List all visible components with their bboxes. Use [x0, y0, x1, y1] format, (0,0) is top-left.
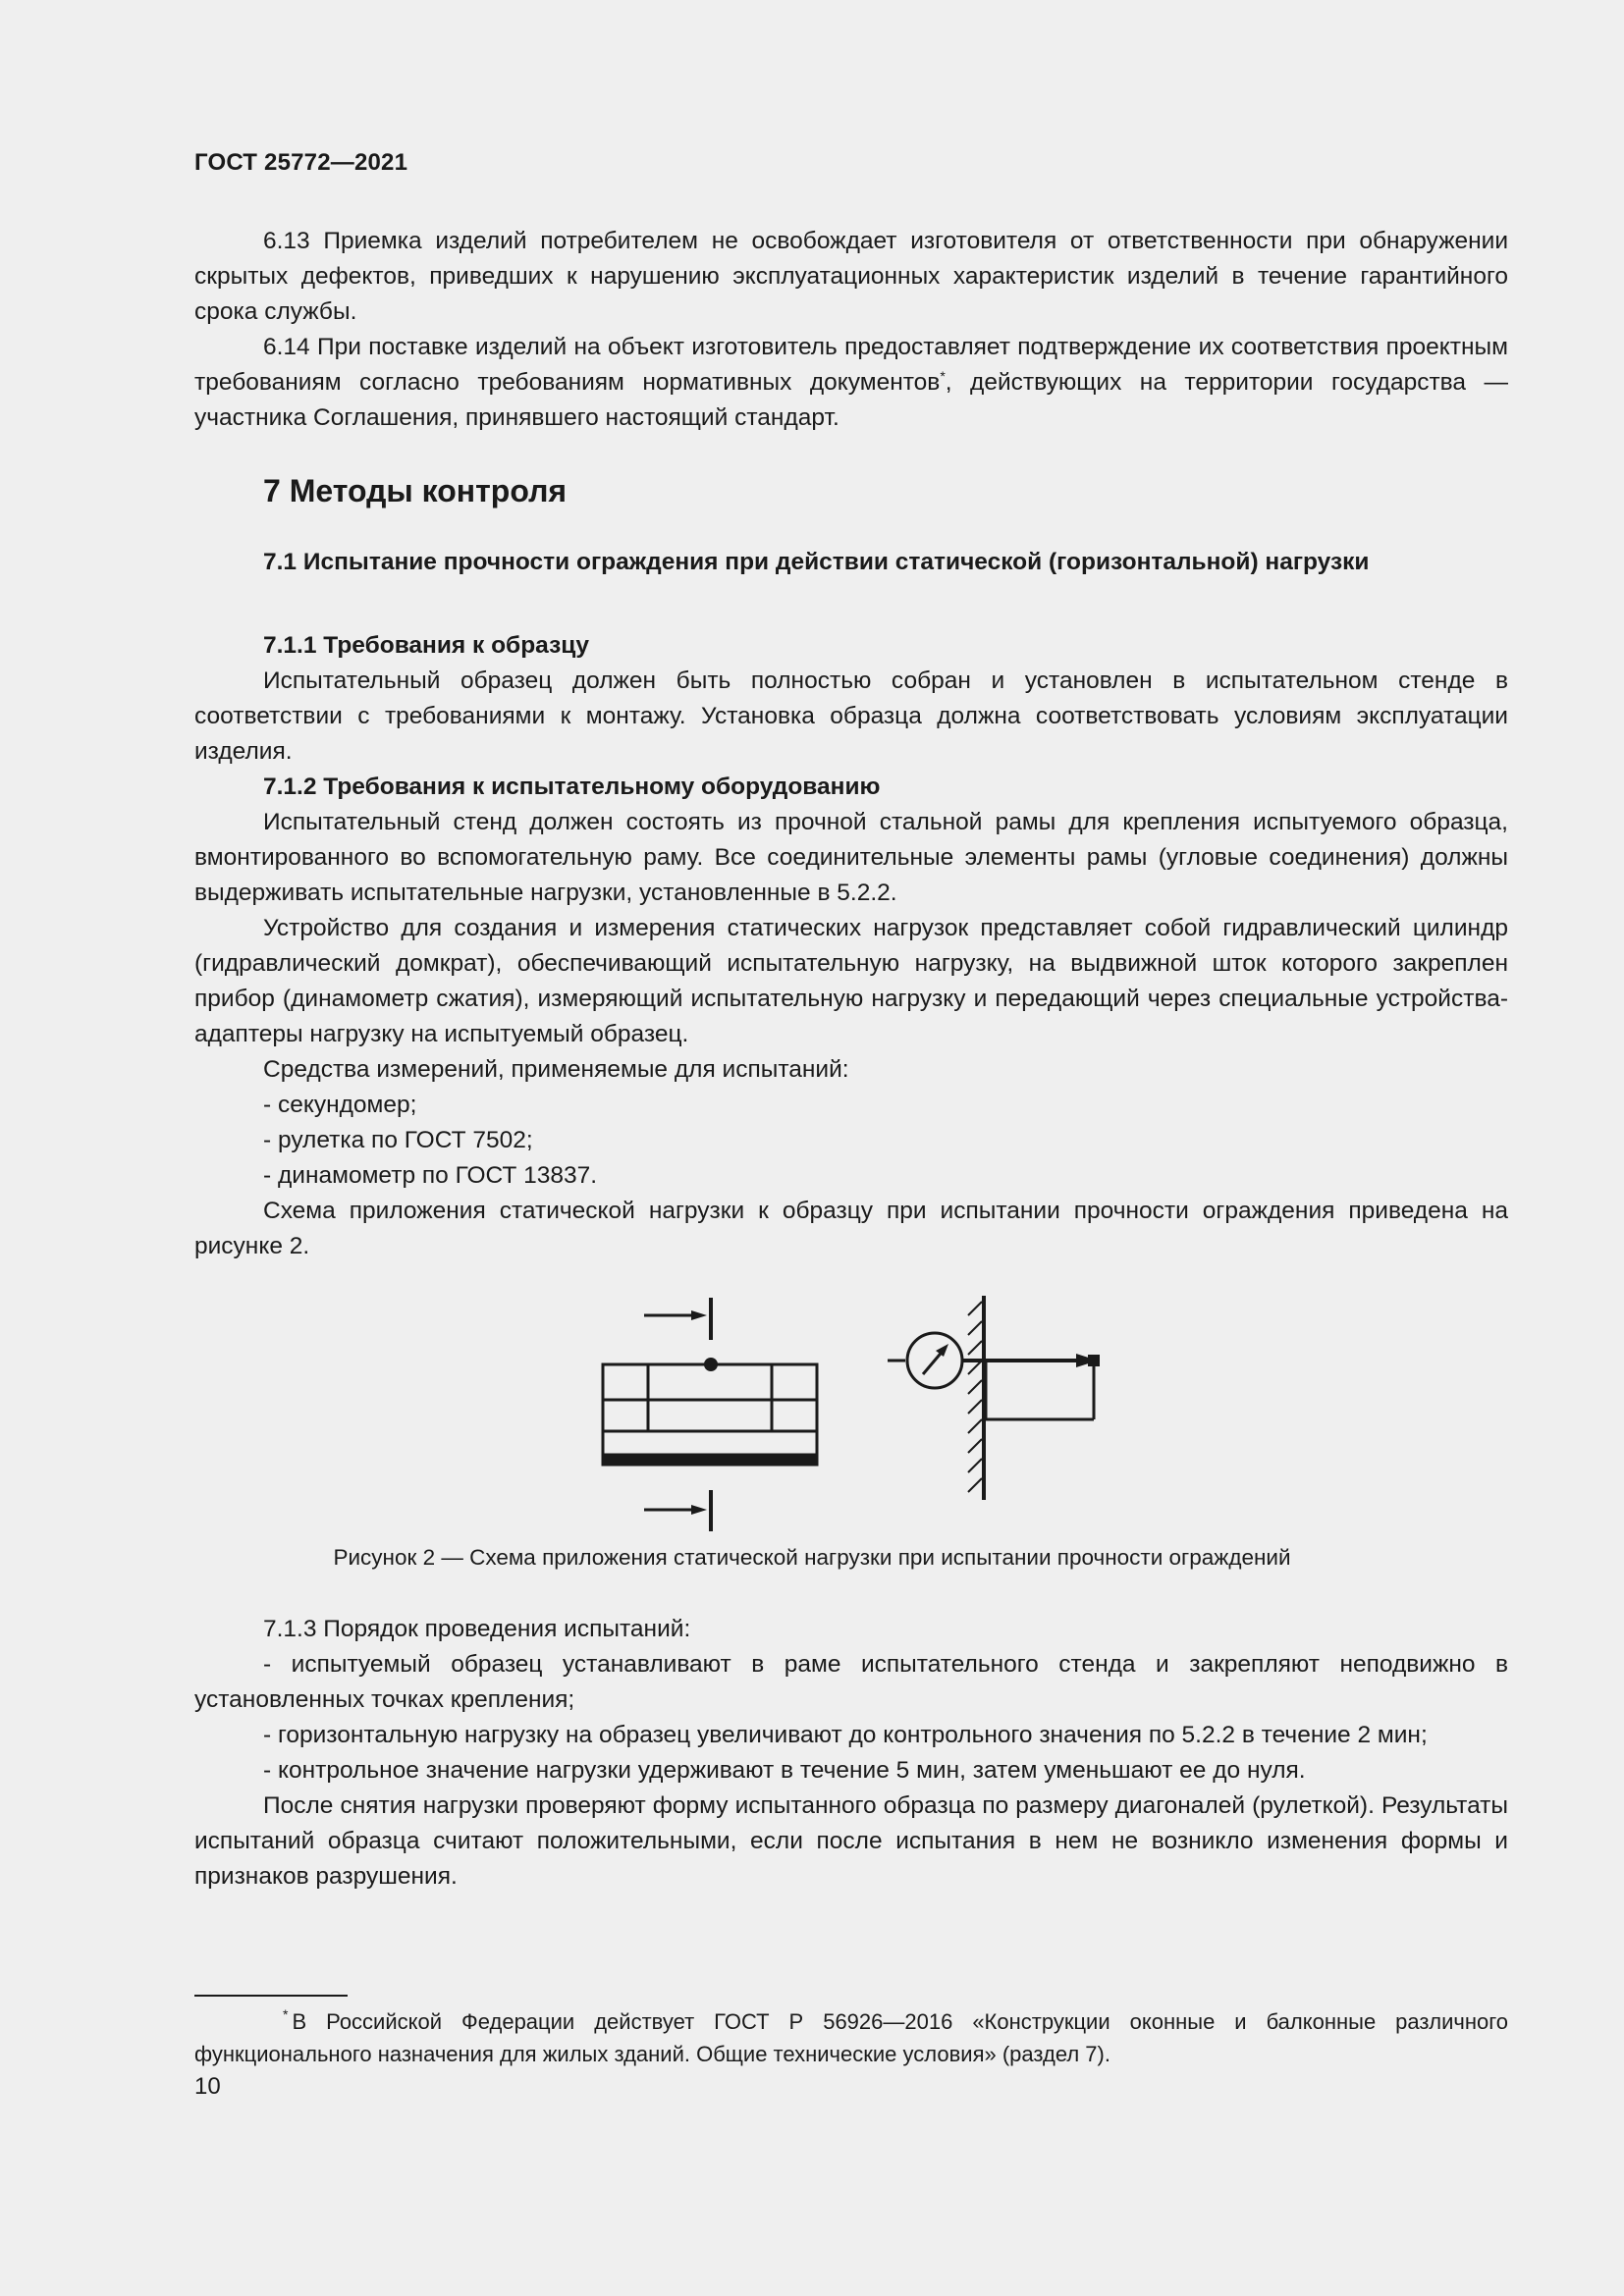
list-item: - контрольное значение нагрузки удерживают в течение 5 мин, затем уменьшают ее до нуля. — [263, 1757, 1306, 1784]
paragraph-6-13: 6.13 Приемка изделий потребителем не освобождает изготовителя от ответственности при обнаружении скрытых дефектов, приведших к нарушению эксплуатационных характеристик изделий в течение гарантийного срока службы. — [194, 228, 1508, 325]
list-item: - испытуемый образец устанавливают в раме испытательного стенда и закрепляют неподвижно в установленных точках крепления; — [194, 1651, 1508, 1713]
paragraph-7-1-2-device: Устройство для создания и измерения статических нагрузок представляет собой гидравлический цилиндр (гидравлический домкрат), обеспечивающий испытательную нагрузку, на выдвижной шток которого закреплен прибор (динамометр сжатия), измеряющий испытательную нагрузку и передающий через специальные устройства-адаптеры нагрузку на испытуемый образец. — [194, 915, 1508, 1047]
section-6-tail — [194, 224, 1508, 436]
footnote-separator — [194, 1995, 348, 1997]
figure-2-load-scheme — [587, 1286, 1117, 1531]
subsection-7-1-body — [194, 628, 1508, 1264]
list-item: - рулетка по ГОСТ 7502; — [263, 1127, 533, 1153]
clause-title-7-1-2: 7.1.2 Требования к испытательному оборудованию — [263, 774, 881, 800]
page-number: 10 — [194, 2073, 221, 2100]
paragraph-7-1-3-result: После снятия нагрузки проверяют форму испытанного образца по размеру диагоналей (рулеткой). Результаты испытаний образца считают положительными, если после испытания в нем не возникло изменения формы и признаков разрушения. — [194, 1792, 1508, 1890]
footnote-mark: * — [283, 2006, 289, 2022]
paragraph-6-14: 6.14 При поставке изделий на объект изготовитель предоставляет подтверждение их соответствия проектным требованиям согласно требованиям нормативных документов*, действующих на территории государства — участника Соглашения, принявшего настоящий стандарт. — [194, 334, 1508, 431]
footnote-text: В Российской Федерации действует ГОСТ Р 56926—2016 «Конструкции оконные и балконные различного функционального назначения для жилых зданий. Общие технические условия» (раздел 7). — [194, 2009, 1508, 2066]
footnote-reference: * — [940, 367, 946, 384]
footnote — [194, 1999, 1508, 2070]
clause-title-7-1-3: 7.1.3 Порядок проведения испытаний: — [263, 1616, 691, 1642]
clause-title-7-1-1: 7.1.1 Требования к образцу — [263, 632, 589, 659]
paragraph-7-1-1: Испытательный образец должен быть полностью собран и установлен в испытательном стенде в соответствии с требованиями к монтажу. Установка образца должна соответствовать условиям эксплуатации изделия. — [194, 667, 1508, 765]
section-title-7: 7 Методы контроля — [263, 473, 568, 508]
document-header: ГОСТ 25772—2021 — [194, 149, 408, 176]
railing-post — [986, 1361, 1094, 1419]
subsection-title-7-1: 7.1 Испытание прочности ограждения при действии статической (горизонтальной) нагрузки — [263, 549, 1370, 575]
paragraph-7-1-2-stand: Испытательный стенд должен состоять из прочной стальной рамы для крепления испытуемого образца, вмонтированного во вспомогательную раму. Все соединительные элементы рамы (угловые соединения) должны выдерживать испытательные нагрузки, установленные в 5.2.2. — [194, 809, 1508, 906]
sample-frame — [603, 1358, 817, 1465]
figure-caption: Рисунок 2 — Схема приложения статической нагрузки при испытании прочности ограждений — [333, 1545, 1291, 1570]
paragraph-7-1-2-scheme: Схема приложения статической нагрузки к образцу при испытании прочности ограждения приведена на рисунке 2. — [194, 1198, 1508, 1259]
wall-hatched — [968, 1296, 984, 1500]
list-item: - секундомер; — [263, 1092, 417, 1118]
clause-7-1-3-body — [194, 1612, 1508, 1895]
dynamometer-gauge-icon — [888, 1333, 962, 1388]
list-item: - горизонтальную нагрузку на образец увеличивают до контрольного значения по 5.2.2 в течение 2 мин; — [263, 1722, 1428, 1748]
list-item: - динамометр по ГОСТ 13837. — [263, 1162, 598, 1189]
section-marker-bottom — [644, 1490, 711, 1531]
paragraph-7-1-2-instruments: Средства измерений, применяемые для испытаний: — [263, 1056, 849, 1083]
section-marker-top — [644, 1298, 711, 1340]
